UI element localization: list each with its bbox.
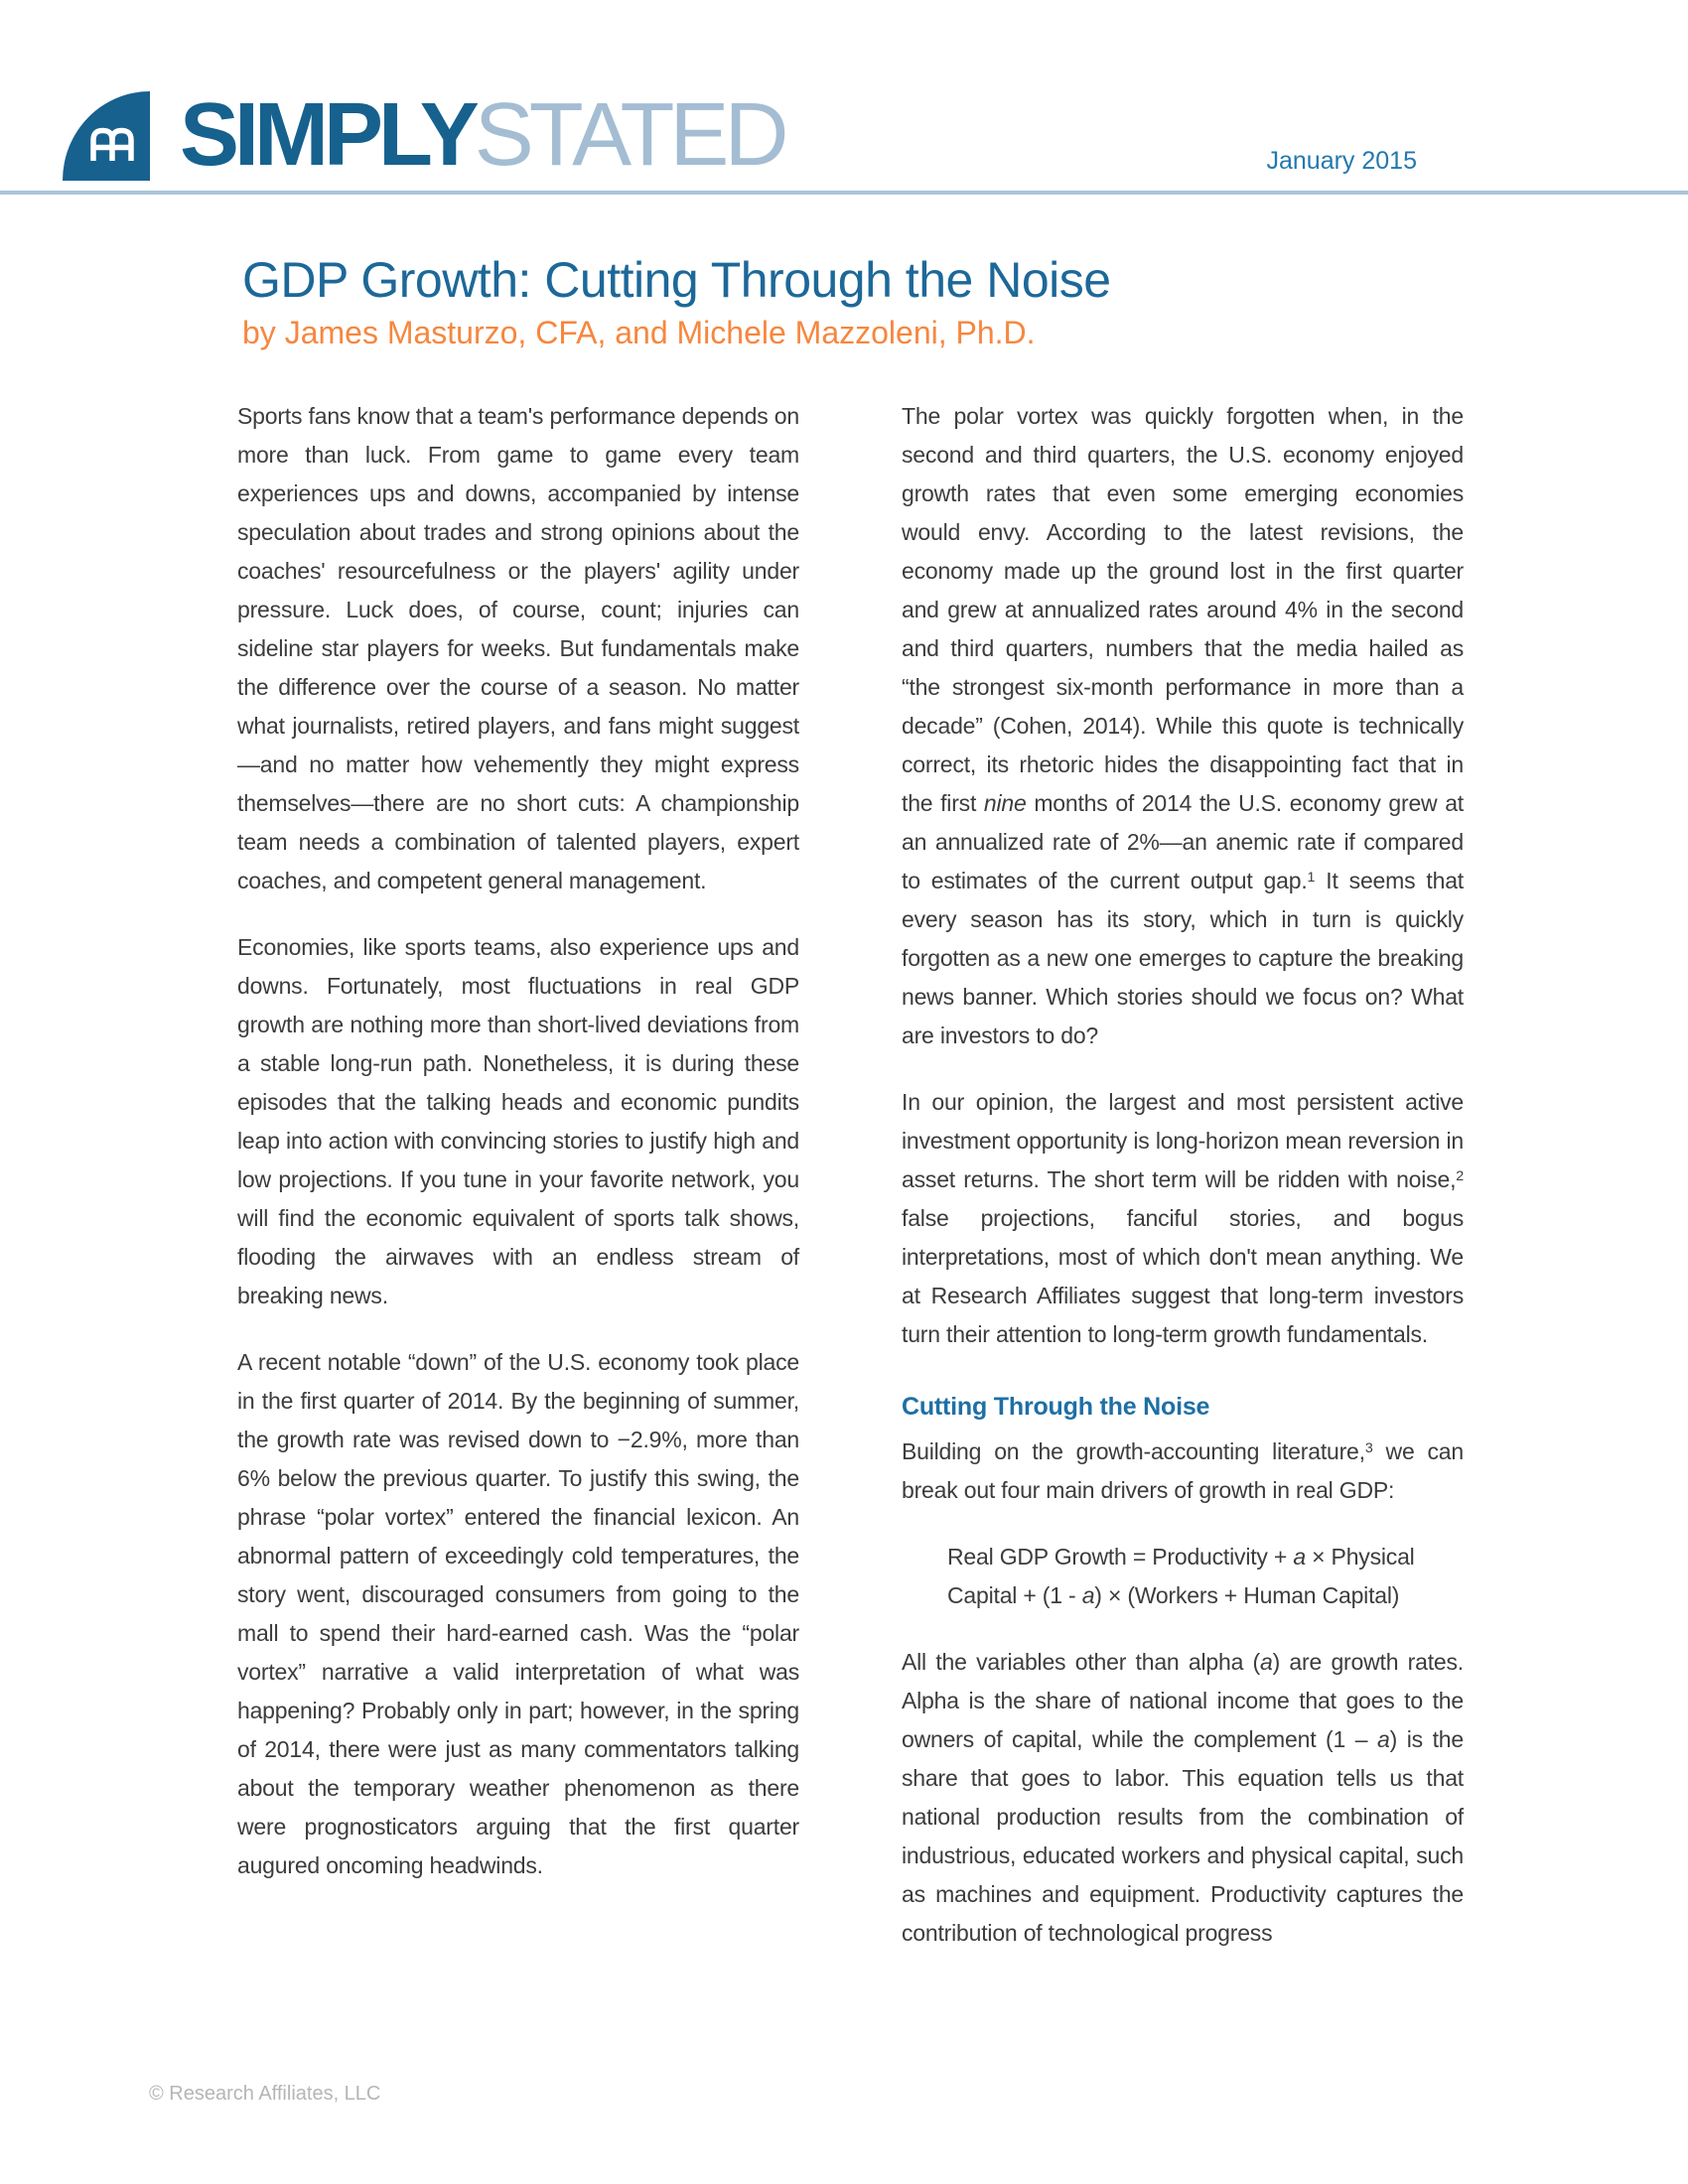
paragraph-sports-intro: Sports fans know that a team's performance depends on more than luck. From game to game every team experiences ups and downs, accompanied by intense speculation about trades and strong opinions about the coaches' resourcefulness or the players' agility under pressure. Luck does, of course, count; injuries can sideline star players for weeks. But fundamentals make the difference over the course of a season. No matter what journalists, retired players, and fans might suggest—and no matter how vehemently they might express themselves—there are no short cuts: A championship team needs a combination of talented players, expert coaches, and competent general management. — [237, 403, 799, 893]
paragraph-growth-accounting: Building on the growth-accounting literature,$^3$ we can break out four main drivers of growth in real GDP: — [902, 1438, 1464, 1503]
research-affiliates-logo — [63, 91, 150, 181]
paragraph-recovery: The polar vortex was quickly forgotten when, in the second and third quarters, the U.S. economy enjoyed growth rates that even some emerging economies would envy. According to the latest revisions, the economy made up the ground lost in the first quarter and grew at annualized rates around 4% in the second and third quarters, numbers that the media hailed as “the strongest six-month performance in more than a decade” (Cohen, 2014). While this quote is technically correct, its rhetoric hides the disappointing fact that in the first nine months of 2014 the U.S. economy grew at an annualized rate of 2%—an anemic rate if compared to estimates of the current output gap.$^1$ It seems that every season has its story, which in turn is quickly forgotten as a new one emerges to capture the breaking news banner. Which stories should we focus on? What are investors to do? — [902, 403, 1464, 1048]
equation-block: Real GDP Growth = Productivity + a × Physical Capital + (1 - a) × (Workers + Human Capital) — [947, 1544, 1415, 1608]
issue-date: January 2015 — [1266, 147, 1417, 175]
paragraph-alpha: All the variables other than alpha (a) are growth rates. Alpha is the share of national income that goes to the owners of capital, while the complement (1 – a) is the share that goes to labor. This equation tells us that national production results from the combination of industrious, educated workers and physical capital, such as machines and equipment. Productivity captures the contribution of technological progress — [902, 1649, 1464, 1946]
paragraph-polar-vortex: A recent notable “down” of the U.S. economy took place in the first quarter of 2014. By the beginning of summer, the growth rate was revised down to −2.9%, more than 6% below the previous quarter. To justify this swing, the phrase “polar vortex” entered the financial lexicon. An abnormal pattern of exceedingly cold temperatures, the story went, discouraged consumers from going to the mall to spend their hard-earned cash. Was the “polar vortex” narrative a valid interpretation of what was happening? Probably only in part; however, in the spring of 2014, there were just as many commentators talking about the temporary weather phenomenon as there were prognosticators arguing that the first quarter augured oncoming headwinds. — [237, 1349, 799, 1878]
copyright-notice: © Research Affiliates, LLC — [149, 2083, 381, 2105]
left-column — [237, 397, 799, 1885]
article-byline: by James Masturzo, CFA, and Michele Mazzoleni, Ph.D. — [242, 315, 1036, 350]
paragraph-economies: Economies, like sports teams, also experience ups and downs. Fortunately, most fluctuations in real GDP growth are nothing more than short-lived deviations from a stable long-run path. Nonetheless, it is during these episodes that the talking heads and economic pundits leap into action with convincing stories to justify high and low projections. If you tune in your favorite network, you will find the economic equivalent of sports talk shows, flooding the airwaves with an endless stream of breaking news. — [237, 934, 799, 1308]
section-heading: Cutting Through the Noise — [902, 1393, 1210, 1421]
article-title: GDP Growth: Cutting Through the Noise — [242, 252, 1111, 308]
brand-wordmark — [180, 85, 784, 185]
brand-wordmark-stated: STATED — [474, 85, 784, 185]
right-column — [902, 397, 1464, 1953]
paragraph-mean-reversion: In our opinion, the largest and most persistent active investment opportunity is long-horizon mean reversion in asset returns. The short term will be ridden with noise,$^2$ false projections, fanciful stories, and bogus interpretations, most of which don't mean anything. We at Research Affiliates suggest that long-term investors turn their attention to long-term growth fundamentals. — [902, 1089, 1464, 1347]
masthead-divider — [0, 191, 1688, 195]
brand-wordmark-simply: SIMPLY — [180, 85, 475, 185]
